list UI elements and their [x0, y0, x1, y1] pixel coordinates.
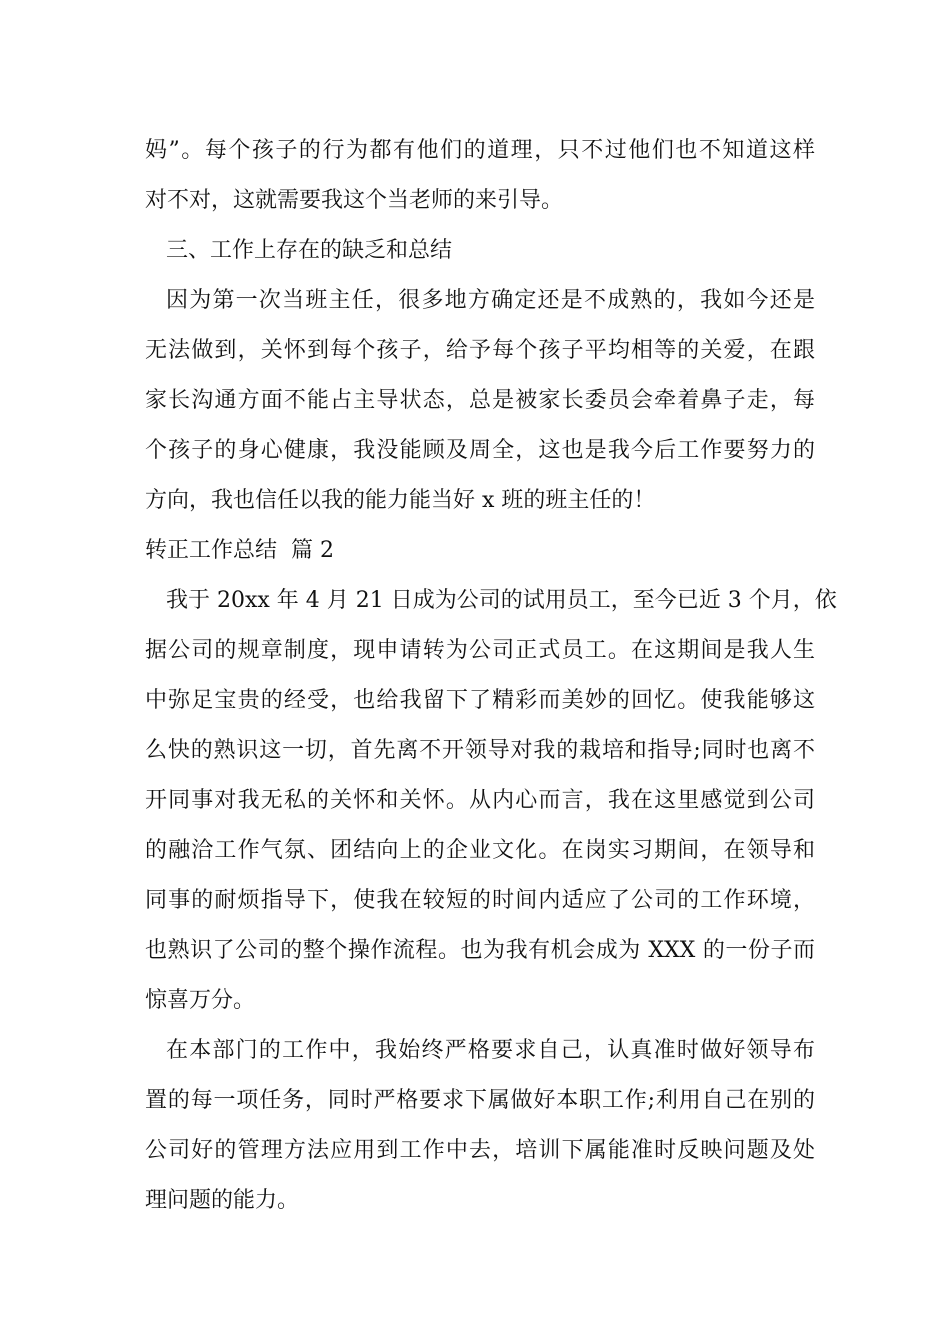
text-line: 开同事对我无私的关怀和关怀。从内心而言，我在这里感觉到公司: [145, 788, 815, 813]
text-line: 在本部门的工作中，我始终严格要求自己，认真准时做好领导布: [166, 1038, 815, 1063]
text-line: 惊喜万分。: [145, 988, 256, 1013]
text-line: 个孩子的身心健康，我没能顾及周全，这也是我今后工作要努力的: [145, 438, 815, 463]
text-line: 理问题的能力。: [145, 1188, 300, 1213]
text-line: 家长沟通方面不能占主导状态，总是被家长委员会牵着鼻子走，每: [145, 388, 815, 413]
text-line: 无法做到，关怀到每个孩子，给予每个孩子平均相等的关爱，在跟: [145, 338, 815, 363]
text-line: 妈”。每个孩子的行为都有他们的道理，只不过他们也不知道这样: [145, 138, 815, 163]
text-line: 方向，我也信任以我的能力能当好 x 班的班主任的！: [145, 488, 656, 513]
article-title: 转正工作总结 篇 2: [145, 538, 334, 563]
text-line: 同事的耐烦指导下，使我在较短的时间内适应了公司的工作环境，: [145, 888, 815, 913]
text-line: 中弥足宝贵的经受，也给我留下了精彩而美妙的回忆。使我能够这: [145, 688, 815, 713]
text-line: 公司好的管理方法应用到工作中去，培训下属能准时反映问题及处: [145, 1138, 815, 1163]
text-line: 的融洽工作气氛、团结向上的企业文化。在岗实习期间，在领导和: [145, 838, 815, 863]
text-line: 也熟识了公司的整个操作流程。也为我有机会成为 XXX 的一份子而: [145, 938, 815, 963]
text-line: 么快的熟识这一切，首先离不开领导对我的栽培和指导;同时也离不: [145, 738, 815, 763]
section-heading: 三、工作上存在的缺乏和总结: [166, 238, 453, 263]
text-line: 置的每一项任务，同时严格要求下属做好本职工作;利用自己在别的: [145, 1088, 815, 1113]
text-line: 对不对，这就需要我这个当老师的来引导。: [145, 188, 564, 213]
text-line: 因为第一次当班主任，很多地方确定还是不成熟的，我如今还是: [166, 288, 815, 313]
text-line: 据公司的规章制度，现申请转为公司正式员工。在这期间是我人生: [145, 638, 815, 663]
text-line: 我于 20xx 年 4 月 21 日成为公司的试用员工，至今已近 3 个月，依: [166, 588, 837, 613]
